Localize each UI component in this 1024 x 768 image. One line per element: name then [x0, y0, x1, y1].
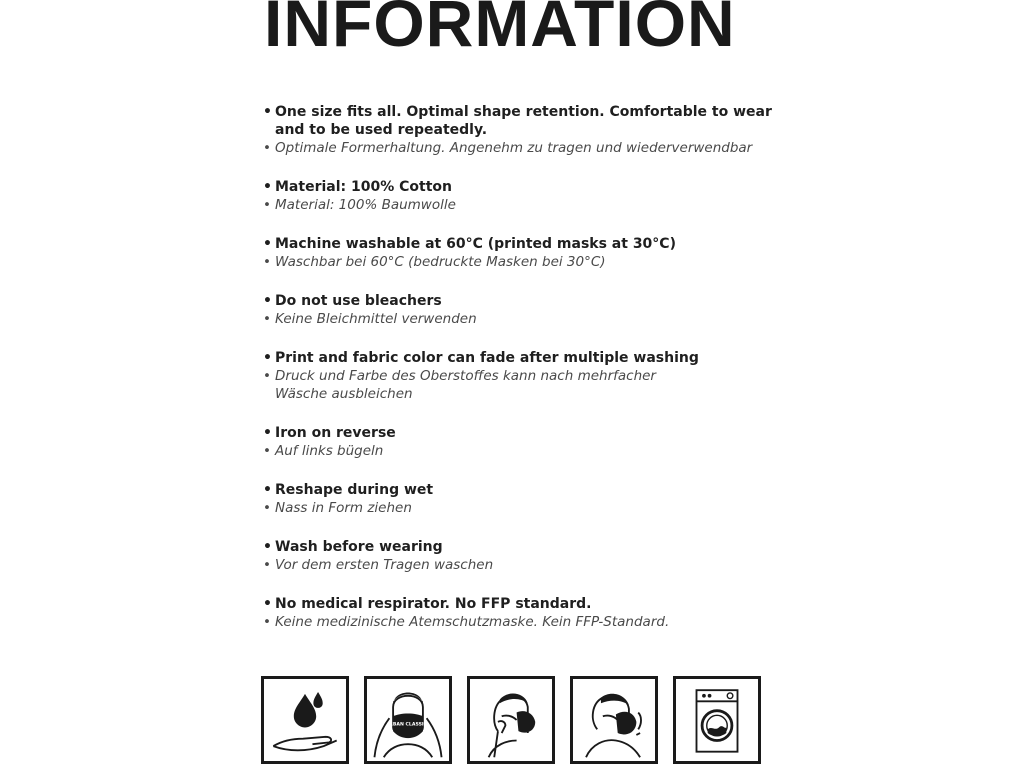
list-item	[263, 595, 783, 631]
item-text-de: Optimale Formerhaltung. Angenehm zu tragen und wiederverwendbar	[275, 140, 753, 156]
item-text-de: Vor dem ersten Tragen waschen	[275, 557, 494, 573]
list-item	[263, 292, 783, 328]
washing-machine-icon	[673, 676, 761, 764]
info-list	[263, 103, 783, 652]
adjust-ear-loop-icon	[467, 676, 555, 764]
bullet: •	[263, 500, 271, 516]
bullet: •	[263, 236, 272, 252]
list-item	[263, 103, 783, 157]
item-text-de: Druck und Farbe des Oberstoffes kann nach mehrfacher Wäsche ausbleichen	[275, 368, 656, 402]
bullet: •	[263, 254, 271, 270]
page-title: INFORMATION	[264, 0, 736, 60]
bullet: •	[263, 311, 271, 327]
put-on-mask-icon	[364, 676, 452, 764]
item-text-de: Waschbar bei 60°C (bedruckte Masken bei 30°C)	[275, 254, 606, 270]
bullet: •	[263, 425, 272, 441]
list-item	[263, 481, 783, 517]
check-fit-icon	[570, 676, 658, 764]
bullet: •	[263, 443, 271, 459]
mask-logo-text: URBAN CLASSICS	[385, 722, 431, 728]
bullet: •	[263, 104, 272, 120]
bullet: •	[263, 197, 271, 213]
bullet: •	[263, 350, 272, 366]
bullet: •	[263, 539, 272, 555]
item-text-de: Keine Bleichmittel verwenden	[275, 311, 477, 327]
item-text-en: Reshape during wet	[275, 482, 434, 498]
bullet: •	[263, 179, 272, 195]
item-text-de: Keine medizinische Atemschutzmaske. Kein FFP-Standard.	[275, 614, 670, 630]
list-item	[263, 349, 783, 403]
bullet: •	[263, 368, 271, 384]
list-item	[263, 424, 783, 460]
item-text-en: Do not use bleachers	[275, 293, 442, 309]
item-text-en: Wash before wearing	[275, 539, 443, 555]
list-item	[263, 178, 783, 214]
bullet: •	[263, 293, 272, 309]
bullet: •	[263, 614, 271, 630]
care-icons-row	[261, 676, 765, 768]
item-text-en: Machine washable at 60°C (printed masks at 30°C)	[275, 236, 676, 252]
item-text-de: Auf links bügeln	[275, 443, 384, 459]
bullet: •	[263, 140, 271, 156]
list-item	[263, 235, 783, 271]
bullet: •	[263, 596, 272, 612]
item-text-en: Iron on reverse	[275, 425, 396, 441]
item-text-en: Material: 100% Cotton	[275, 179, 452, 195]
item-text-de: Nass in Form ziehen	[275, 500, 412, 516]
bullet: •	[263, 557, 271, 573]
item-text-en: No medical respirator. No FFP standard.	[275, 596, 592, 612]
item-text-en: Print and fabric color can fade after multiple washing	[275, 350, 699, 366]
item-text-de: Material: 100% Baumwolle	[275, 197, 456, 213]
item-text-en: One size fits all. Optimal shape retention. Comfortable to wear and to be used repeatedly.	[275, 104, 772, 138]
bullet: •	[263, 482, 272, 498]
list-item	[263, 538, 783, 574]
hand-wash-drops-icon	[261, 676, 349, 764]
